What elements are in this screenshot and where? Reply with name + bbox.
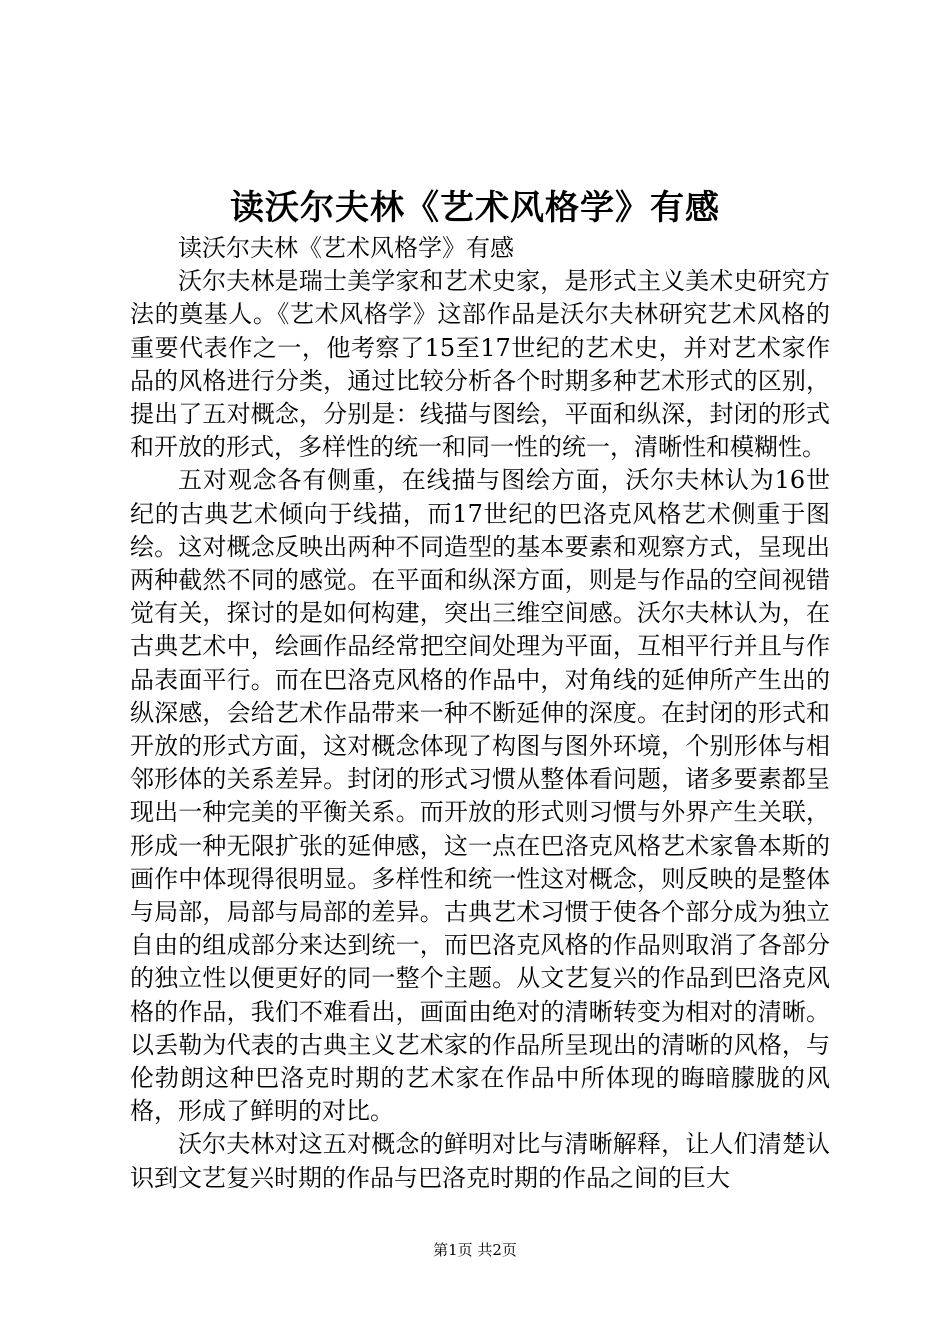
paragraph-five-concepts: 五对观念各有侧重，在线描与图绘方面，沃尔夫林认为16世纪的古典艺术倾向于线描，而17世纪的巴洛克风格艺术侧重于图绘。这对概念反映出两种不同造型的基本要素和观察方式，呈现出两种截然不同的感觉。在平面和纵深方面，则是与作品的空间视错觉有关，探讨的是如何构建，突出三维空间感。沃尔夫林认为，在古典艺术中，绘画作品经常把空间处理为平面，互相平行并且与作品表面平行。而在巴洛克风格的作品中，对角线的延伸所产生出的纵深感，会给艺术作品带来一种不断延伸的深度。在封闭的形式和开放的形式方面，这对概念体现了构图与图外环境，个别形体与相邻形体的关系差异。封闭的形式习惯从整体看问题，诸多要素都呈现出一种完美的平衡关系。而开放的形式则习惯与外界产生关联，形成一种无限扩张的延伸感，这一点在巴洛克风格艺术家鲁本斯的画作中体现得很明显。多样性和统一性这对概念，则反映的是整体与局部，局部与局部的差异。古典艺术习惯于使各个部分成为独立自由的组成部分来达到统一，而巴洛克风格的作品则取消了各部分的独立性以便更好的同一整个主题。从文艺复兴的作品到巴洛克风格的作品，我们不难看出，画面由绝对的清晰转变为相对的清晰。以丢勒为代表的古典主义艺术家的作品所呈现出的清晰的风格，与伦勃朗这种巴洛克时期的艺术家在作品中所体现的晦暗朦胧的风格，形成了鲜明的对比。 (130, 466, 830, 1126)
paragraph-conclusion: 沃尔夫林对这五对概念的鲜明对比与清晰解释，让人们清楚认识到文艺复兴时期的作品与巴洛克时期的作品之间的巨大 (130, 1130, 830, 1192)
page-footer: 第1页 共2页 (433, 1241, 517, 1259)
document-title: 读沃尔夫林《艺术风格学》有感 (230, 188, 720, 228)
paragraph-intro: 沃尔夫林是瑞士美学家和艺术史家，是形式主义美术史研究方法的奠基人。《艺术风格学》这部作品是沃尔夫林研究艺术风格的重要代表作之一，他考察了15至17世纪的艺术史，并对艺术家作品的风格进行分类，通过比较分析各个时期多种艺术形式的区别，提出了五对概念，分别是：线描与图绘，平面和纵深，封闭的形式和开放的形式，多样性的统一和同一性的统一，清晰性和模糊性。 (130, 267, 830, 462)
paragraph-subtitle: 读沃尔夫林《艺术风格学》有感 (178, 234, 514, 262)
document-body (130, 232, 830, 1195)
